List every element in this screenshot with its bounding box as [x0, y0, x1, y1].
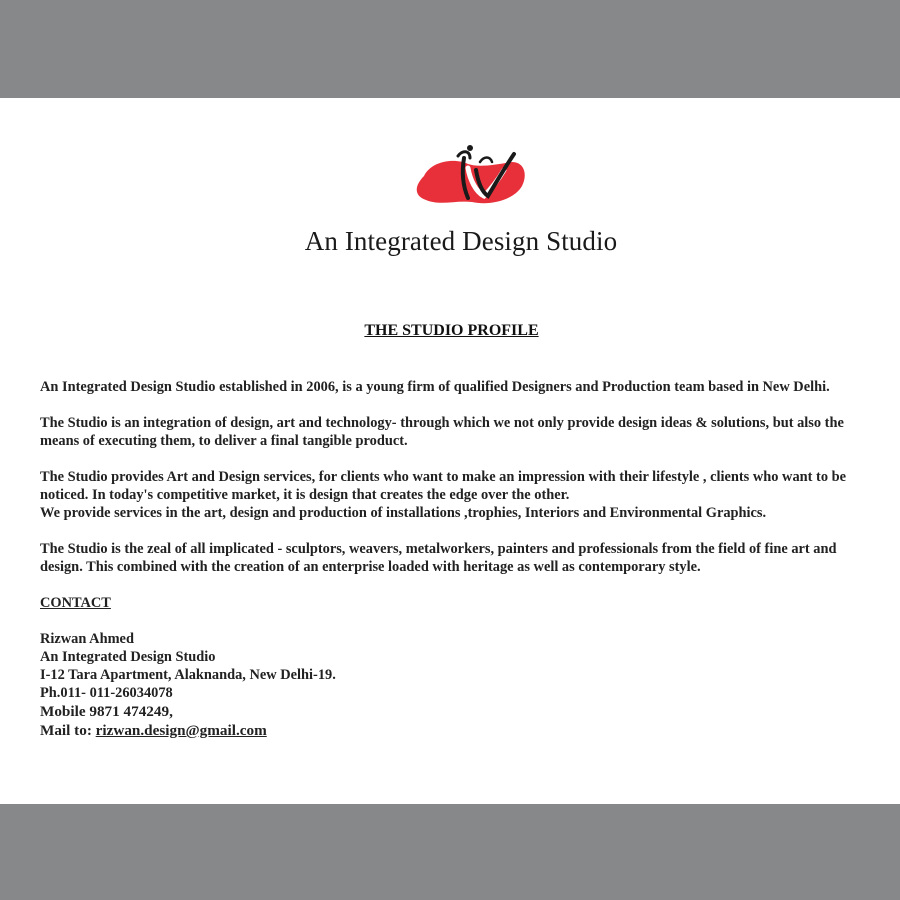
top-gray-band [0, 0, 900, 98]
profile-paragraph: We provide services in the art, design and production of installations ,trophies, Interiors and Environmental Graphics. [40, 505, 767, 521]
profile-content [40, 378, 880, 740]
email-link[interactable]: rizwan.design@gmail.com [95, 722, 267, 739]
contact-mobile: Mobile 9871 474249, [40, 703, 173, 720]
contact-name: Rizwan Ahmed [40, 631, 134, 647]
contact-heading: CONTACT [40, 595, 111, 611]
profile-page [0, 98, 900, 804]
contact-block [40, 630, 880, 740]
profile-paragraph: The Studio is the zeal of all implicated - sculptors, weavers, metalworkers, painters and professionals from the field of fine art and design. This combined with the creation of an enterprise loaded with heritage as well as contemporary style. [40, 541, 837, 575]
contact-phone: Ph.011- 011-26034078 [40, 685, 173, 701]
studio-name-heading: An Integrated Design Studio [304, 226, 618, 256]
bottom-gray-band [0, 804, 900, 900]
profile-paragraph: The Studio provides Art and Design services, for clients who want to make an impression with their lifestyle , clients who want to be noticed. In today's competitive market, it is design that creates the edge over the other. [40, 469, 847, 503]
iv-monogram-logo-icon [406, 140, 530, 212]
profile-paragraph: An Integrated Design Studio established in 2006, is a young firm of qualified Designers and Production team based in New Delhi. [40, 379, 830, 395]
studio-profile-title: THE STUDIO PROFILE [364, 322, 539, 339]
contact-mail-line [40, 721, 880, 740]
mail-label: Mail to: [40, 722, 96, 739]
contact-company: An Integrated Design Studio [40, 649, 216, 665]
contact-address: I-12 Tara Apartment, Alaknanda, New Delhi-19. [40, 667, 336, 683]
profile-paragraph: The Studio is an integration of design, art and technology- through which we not only provide design ideas & solutions, but also the means of executing them, to deliver a final tangible product. [40, 415, 844, 449]
